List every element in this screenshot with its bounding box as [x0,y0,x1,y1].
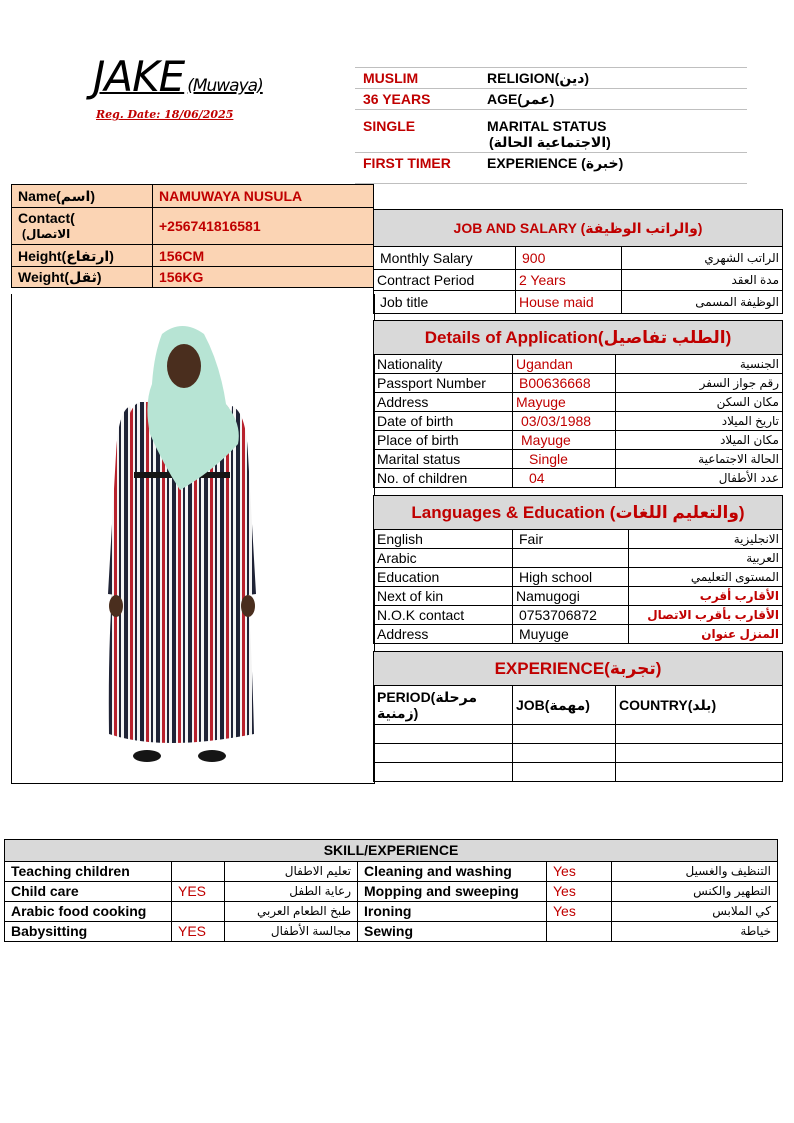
marital-status-arabic: الحالة الاجتماعية [616,450,783,469]
application-row [374,431,783,450]
religion-row [355,68,747,89]
job-title-row [374,291,783,314]
pob-value: Mayuge [513,431,616,450]
empty-cell [374,744,513,763]
skill-arabic: خياطة [612,922,778,942]
experience-title: EXPERIENCE(تجربة) [374,652,783,686]
job-title-arabic: الوظيفة المسمى [622,291,783,314]
skill-name: Ironing [358,902,547,922]
next-of-kin-row [374,587,783,606]
arabic-label: Arabic [374,549,513,568]
empty-cell [374,763,513,782]
religion-label: RELIGION(دين) [484,68,747,89]
marital-label-arabic: (الاجتماعية الحالة) [489,134,611,150]
name-row [12,185,374,208]
dob-arabic: تاريخ الميلاد [616,412,783,431]
children-label: No. of children [374,469,513,488]
summary-table [355,67,747,184]
skills-title: SKILL/EXPERIENCE [5,840,778,862]
application-row [374,393,783,412]
skill-arabic: كي الملابس [612,902,778,922]
skill-value: YES [172,882,225,902]
weight-value: 156KG [153,267,374,288]
nok-address-label: Address [374,625,513,644]
application-title: Details of Application(الطلب تفاصيل) [374,321,783,355]
education-label: Education [374,568,513,587]
application-row [374,355,783,374]
job-title-value: House maid [516,291,622,314]
skill-row [5,882,778,902]
experience-empty-row [374,744,783,763]
dob-label: Date of birth [374,412,513,431]
marital-status-value: Single [513,450,616,469]
languages-header-row [374,496,783,530]
languages-education-table [373,495,783,644]
address-label: Address [374,393,513,412]
skill-arabic: التنظيف والغسيل [612,862,778,882]
nok-contact-row [374,606,783,625]
marital-row [355,110,747,153]
monthly-salary-value: 900 [516,247,622,270]
english-label: English [374,530,513,549]
address-arabic: مكان السكن [616,393,783,412]
empty-cell [616,744,783,763]
personal-info-table [11,184,374,288]
skill-name: Mopping and sweeping [358,882,547,902]
skill-arabic: التطهير والكنس [612,882,778,902]
nok-contact-label: N.O.K contact [374,606,513,625]
monthly-salary-row [374,247,783,270]
weight-label: Weight(ثقل) [12,267,153,288]
country-column-header: COUNTRY(بلد) [616,686,783,725]
name-label: Name(اسم) [12,185,153,208]
experience-columns-row [374,686,783,725]
skill-name: Cleaning and washing [358,862,547,882]
contract-period-arabic: مدة العقد [622,270,783,291]
religion-value: MUSLIM [355,68,484,89]
children-arabic: عدد الأطفال [616,469,783,488]
contract-period-label: Contract Period [374,270,516,291]
job-salary-title: JOB AND SALARY (والراتب الوظيفة) [374,210,783,247]
arabic-arabic: العربية [629,549,783,568]
registration-date: Reg. Date: 18/06/2025 [96,108,234,121]
pob-label: Place of birth [374,431,513,450]
skill-value [547,922,612,942]
experience-header-row [374,652,783,686]
language-row [374,549,783,568]
experience-empty-row [374,763,783,782]
skill-name: Child care [5,882,172,902]
language-row [374,530,783,549]
skill-name: Sewing [358,922,547,942]
candidate-photo-frame [11,294,375,784]
empty-cell [513,744,616,763]
marital-value: SINGLE [355,110,484,153]
nationality-arabic: الجنسية [616,355,783,374]
weight-row [12,267,374,288]
application-row [374,412,783,431]
contact-row [12,208,374,245]
next-of-kin-value: Namugogi [513,587,629,606]
marital-label-cell [484,110,747,153]
skill-name: Arabic food cooking [5,902,172,922]
application-header-row [374,321,783,355]
empty-cell [616,725,783,744]
contact-label-arabic: (الاتصال [22,227,71,241]
nok-contact-value: 0753706872 [513,606,629,625]
pob-arabic: مكان الميلاد [616,431,783,450]
skill-value: Yes [547,902,612,922]
skill-row [5,902,778,922]
candidate-nickname: (Muwaya) [187,76,263,96]
address-value: Mayuge [513,393,616,412]
skill-arabic: مجالسة الأطفال [225,922,358,942]
arabic-value [513,549,629,568]
skill-arabic: تعليم الاطفال [225,862,358,882]
contract-period-value: 2 Years [516,270,622,291]
height-row [12,245,374,267]
marital-label: MARITAL STATUS [487,118,607,134]
application-row [374,450,783,469]
contact-label: Contact( [18,210,75,226]
age-label: AGE(عمر) [484,89,747,110]
height-label: Height(ارتفاع) [12,245,153,267]
skill-value: YES [172,922,225,942]
passport-value: B00636668 [513,374,616,393]
contact-label-cell [12,208,153,245]
height-value: 156CM [153,245,374,267]
empty-cell [513,725,616,744]
experience-summary-value: FIRST TIMER [355,153,484,184]
skill-value [172,902,225,922]
english-value: Fair [513,530,629,549]
name-value: NAMUWAYA NUSULA [153,185,374,208]
passport-label: Passport Number [374,374,513,393]
experience-summary-row [355,153,747,184]
education-arabic: المستوى التعليمي [629,568,783,587]
empty-cell [374,725,513,744]
candidate-photo [12,294,374,783]
languages-title: Languages & Education (والتعليم اللغات) [374,496,783,530]
nationality-value: Ugandan [513,355,616,374]
english-arabic: الانجليزية [629,530,783,549]
nok-address-arabic: المنزل عنوان [629,625,783,644]
monthly-salary-arabic: الراتب الشهري [622,247,783,270]
experience-summary-label: EXPERIENCE (خبرة) [484,153,747,184]
skills-table [4,839,778,942]
skills-header-row [5,840,778,862]
next-of-kin-label: Next of kin [374,587,513,606]
application-row [374,374,783,393]
next-of-kin-arabic: الأقارب أقرب [629,587,783,606]
nok-contact-arabic: الأقارب بأقرب الاتصال [629,606,783,625]
empty-cell [513,763,616,782]
children-value: 04 [513,469,616,488]
nationality-label: Nationality [374,355,513,374]
candidate-first-name: JAKE [93,52,185,101]
skill-arabic: رعاية الطفل [225,882,358,902]
experience-table [373,651,783,782]
skill-value: Yes [547,862,612,882]
skill-row [5,862,778,882]
experience-empty-row [374,725,783,744]
job-column-header: JOB(مهمة) [513,686,616,725]
age-value: 36 YEARS [355,89,484,110]
skill-row [5,922,778,942]
dob-value: 03/03/1988 [513,412,616,431]
skill-value [172,862,225,882]
nok-address-row [374,625,783,644]
nok-address-value: Muyuge [513,625,629,644]
education-value: High school [513,568,629,587]
monthly-salary-label: Monthly Salary [374,247,516,270]
passport-arabic: رقم جواز السفر [616,374,783,393]
candidate-title [93,52,263,101]
skill-value: Yes [547,882,612,902]
skill-name: Teaching children [5,862,172,882]
application-row [374,469,783,488]
job-salary-table [373,209,783,314]
skill-arabic: طبخ الطعام العربي [225,902,358,922]
marital-status-label: Marital status [374,450,513,469]
period-column-header: PERIOD(مرحلة زمنية) [374,686,513,725]
empty-cell [616,763,783,782]
job-title-label: Job title [374,291,516,314]
age-row [355,89,747,110]
application-details-table [373,320,783,488]
contract-period-row [374,270,783,291]
job-salary-header-row [374,210,783,247]
contact-value: +256741816581 [153,208,374,245]
skill-name: Babysitting [5,922,172,942]
education-row [374,568,783,587]
